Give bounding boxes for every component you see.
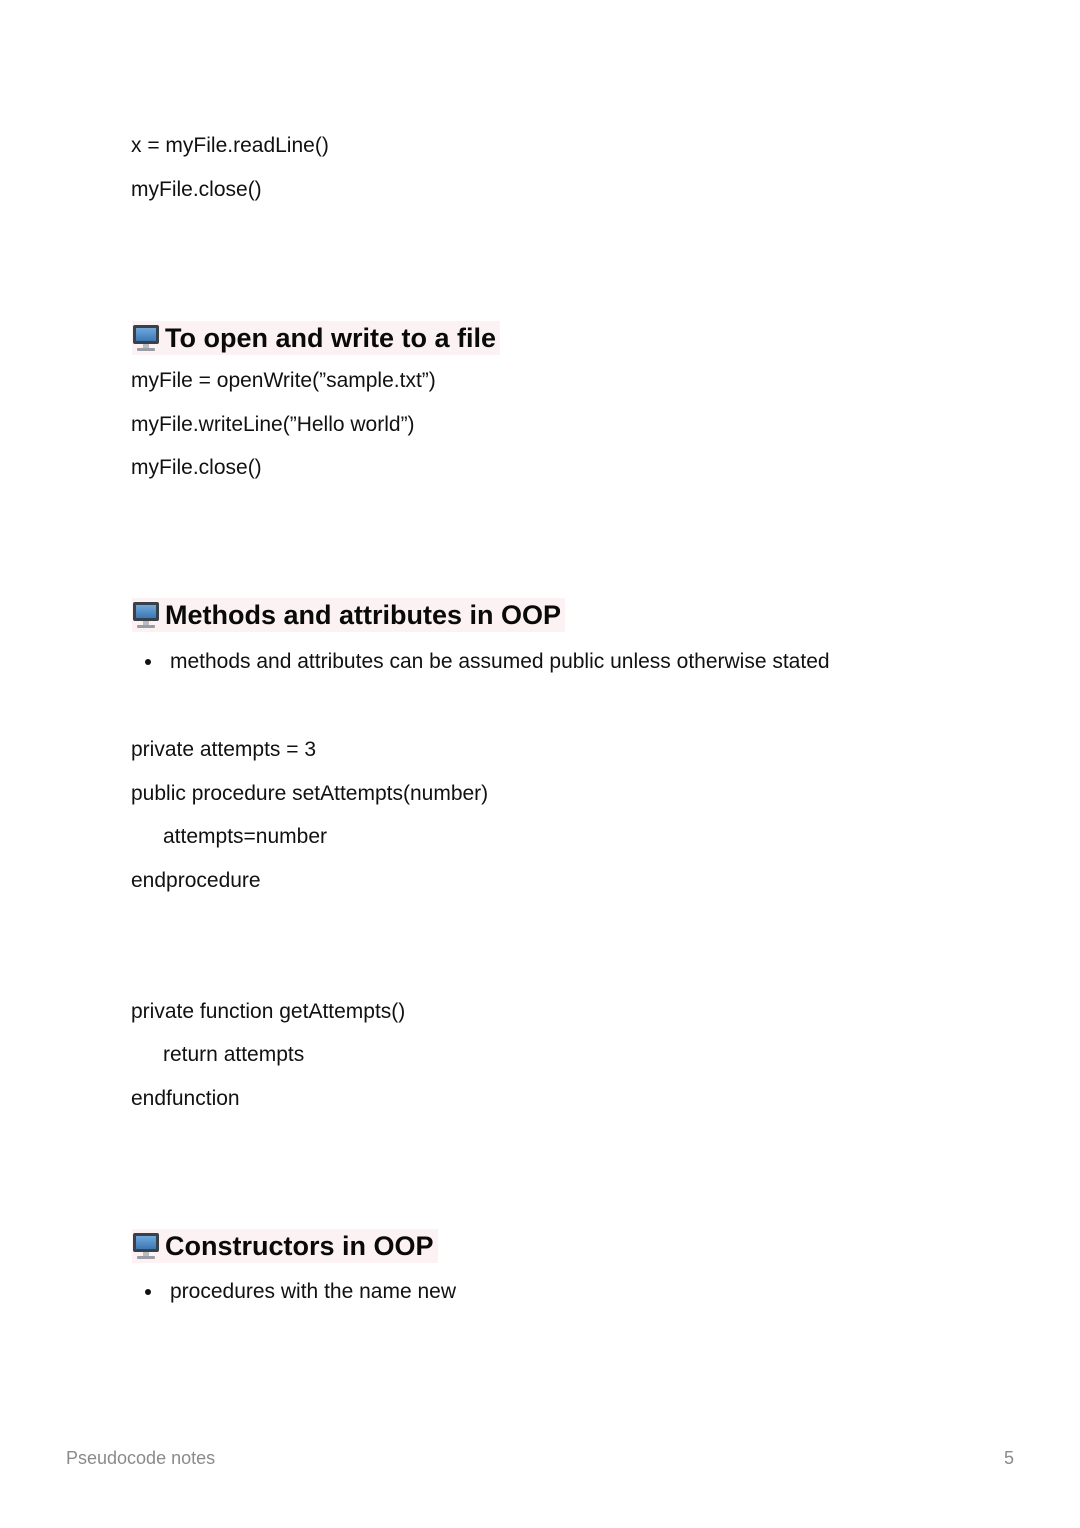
code-line: endprocedure: [131, 869, 261, 892]
footer-title: Pseudocode notes: [66, 1448, 216, 1468]
list-item-text: procedures with the name new: [170, 1280, 456, 1303]
list-item: [145, 1278, 456, 1306]
section-heading-methods: [132, 598, 565, 632]
code-line: myFile.close(): [131, 178, 262, 201]
desktop-computer-icon: [132, 600, 162, 630]
section-heading-constructors: [132, 1229, 438, 1263]
code-line: myFile.writeLine(”Hello world”): [131, 413, 415, 436]
code-line: private function getAttempts(): [131, 1000, 406, 1023]
bullet-dot: [145, 1289, 151, 1295]
heading-text: To open and write to a file: [165, 323, 497, 353]
heading-text: Constructors in OOP: [165, 1231, 434, 1261]
heading-text: Methods and attributes in OOP: [165, 600, 562, 630]
code-line: private attempts = 3: [131, 738, 317, 761]
code-line: myFile = openWrite(”sample.txt”): [131, 369, 436, 392]
code-line: myFile.close(): [131, 456, 262, 479]
code-line: public procedure setAttempts(number): [131, 782, 489, 805]
code-line: endfunction: [131, 1087, 240, 1110]
list-item-text: methods and attributes can be assumed public unless otherwise stated: [170, 650, 830, 673]
code-line: x = myFile.readLine(): [131, 134, 329, 157]
code-line: return attempts: [163, 1043, 305, 1066]
page-number: 5: [1004, 1448, 1015, 1468]
section-heading-write: [132, 321, 500, 355]
desktop-computer-icon: [132, 323, 162, 353]
bullet-dot: [145, 659, 151, 665]
list-item: [145, 648, 830, 676]
code-line: attempts=number: [163, 825, 328, 848]
desktop-computer-icon: [132, 1231, 162, 1261]
